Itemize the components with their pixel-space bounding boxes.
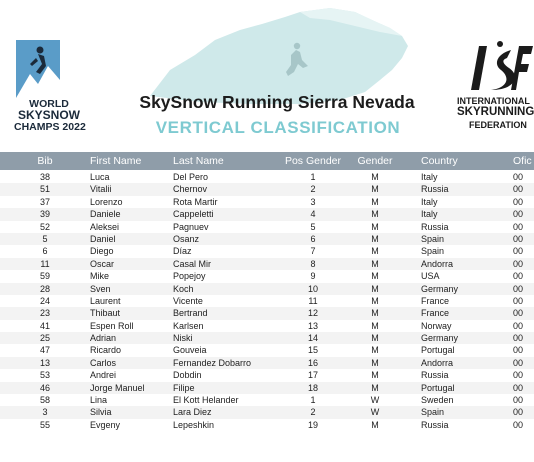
first-name-cell: Daniel <box>90 233 116 244</box>
last-name-cell: Cappeletti <box>173 209 214 220</box>
bib-cell: 13 <box>39 357 50 368</box>
table-row <box>0 295 534 307</box>
right-logo-line1: INTERNATIONAL <box>457 96 530 106</box>
bib-cell: 24 <box>39 295 50 306</box>
gender-cell: M <box>371 295 379 306</box>
table-row <box>0 406 534 418</box>
official-cell: 00 <box>513 320 524 331</box>
table-row <box>0 171 534 183</box>
last-name-cell: Díaz <box>173 246 192 257</box>
country-cell: Portugal <box>421 382 455 393</box>
table-row <box>0 183 534 195</box>
col-country: Country <box>421 155 458 167</box>
first-name-cell: Aleksei <box>90 221 120 232</box>
last-name-cell: Del Pero <box>173 172 209 182</box>
bib-cell: 55 <box>39 419 50 430</box>
table-row <box>0 245 534 257</box>
pos-gender-cell: 8 <box>310 258 316 269</box>
bib-cell: 25 <box>39 333 50 344</box>
table-row <box>0 344 534 356</box>
first-name-cell: Andrei <box>90 370 117 381</box>
table-row <box>0 394 534 406</box>
pos-gender-cell: 6 <box>310 233 316 244</box>
col-last-name: Last Name <box>173 155 224 167</box>
gender-cell: M <box>371 333 379 344</box>
table-header <box>0 152 534 170</box>
pos-gender-cell: 11 <box>308 295 318 306</box>
country-cell: Portugal <box>421 345 455 356</box>
country-cell: Germany <box>421 333 459 344</box>
col-bib: Bib <box>37 155 53 167</box>
col-pos-gender: Pos Gender <box>284 155 342 167</box>
first-name-cell: Ricardo <box>90 345 122 356</box>
official-cell: 00 <box>513 382 524 393</box>
country-cell: France <box>421 295 450 306</box>
official-cell: 00 <box>513 395 524 406</box>
gender-cell: M <box>371 271 379 282</box>
country-cell: France <box>421 308 450 319</box>
page-title: SkySnow Running Sierra Nevada <box>139 92 415 112</box>
official-cell: 00 <box>513 370 524 381</box>
pos-gender-cell: 2 <box>310 407 316 418</box>
first-name-cell: Adrian <box>90 333 117 344</box>
first-name-cell: Oscar <box>90 258 115 269</box>
bib-cell: 6 <box>42 246 48 257</box>
table-row <box>0 258 534 270</box>
country-cell: Norway <box>421 320 452 331</box>
official-cell: 00 <box>513 271 524 282</box>
pos-gender-cell: 2 <box>310 184 316 195</box>
pos-gender-cell: 4 <box>310 209 316 220</box>
pos-gender-cell: 19 <box>307 419 318 430</box>
gender-cell: M <box>371 184 379 195</box>
pos-gender-cell: 12 <box>307 308 318 319</box>
page-subtitle: VERTICAL CLASSIFICATION <box>155 118 401 137</box>
first-name-cell: Vitalii <box>90 184 112 195</box>
country-cell: Spain <box>421 233 445 244</box>
bib-cell: 38 <box>39 172 50 182</box>
last-name-cell: Niski <box>173 333 193 344</box>
page-header <box>0 0 534 147</box>
first-name-cell: Laurent <box>90 295 121 306</box>
last-name-cell: Pagnuev <box>173 221 209 232</box>
gender-cell: M <box>371 209 379 220</box>
first-name-cell: Mike <box>90 271 110 282</box>
bib-cell: 28 <box>39 283 50 294</box>
first-name-cell: Silvia <box>90 407 112 418</box>
gender-cell: M <box>371 320 379 331</box>
gender-cell: M <box>371 258 379 269</box>
results-table <box>0 171 534 431</box>
bib-cell: 39 <box>39 209 50 220</box>
table-row <box>0 196 534 208</box>
bib-cell: 37 <box>39 196 50 207</box>
official-cell: 00 <box>513 283 524 294</box>
country-cell: Sweden <box>421 395 454 406</box>
pos-gender-cell: 16 <box>307 357 318 368</box>
left-logo-line3: CHAMPS 2022 <box>14 121 86 133</box>
col-gender: Gender <box>357 155 393 167</box>
left-logo-line1: WORLD <box>29 98 69 110</box>
country-cell: Russia <box>421 419 449 430</box>
table-row <box>0 307 534 319</box>
bib-cell: 47 <box>39 345 50 356</box>
official-cell: 00 <box>513 196 524 207</box>
bib-cell: 59 <box>39 271 50 282</box>
gender-cell: M <box>371 246 379 257</box>
bib-cell: 52 <box>39 221 50 232</box>
gender-cell: W <box>370 407 380 418</box>
country-cell: Germany <box>421 283 459 294</box>
table-row <box>0 208 534 220</box>
gender-cell: M <box>371 370 379 381</box>
first-name-cell: Sven <box>90 283 111 294</box>
bib-cell: 5 <box>42 233 48 244</box>
table-row <box>0 283 534 295</box>
pos-gender-cell: 3 <box>310 196 316 207</box>
first-name-cell: Thibaut <box>90 308 121 319</box>
first-name-cell: Jorge Manuel <box>90 382 145 393</box>
bib-cell: 23 <box>39 308 50 319</box>
table-row <box>0 332 534 344</box>
last-name-cell: Lara Diez <box>173 407 212 418</box>
gender-cell: M <box>371 283 379 294</box>
official-cell: 00 <box>513 221 524 232</box>
official-cell: 00 <box>513 308 524 319</box>
table-row <box>0 221 534 233</box>
last-name-cell: Filipe <box>173 382 195 393</box>
bib-cell: 3 <box>42 407 48 418</box>
official-cell: 00 <box>513 258 524 269</box>
gender-cell: M <box>371 172 379 182</box>
gender-cell: M <box>371 196 379 207</box>
gender-cell: M <box>371 233 379 244</box>
last-name-cell: Lepeshkin <box>173 419 215 430</box>
official-cell: 00 <box>513 233 524 244</box>
last-name-cell: Dobdin <box>173 370 202 381</box>
official-cell: 00 <box>513 419 524 430</box>
country-cell: Russia <box>421 221 449 232</box>
runner-icon <box>16 40 60 98</box>
table-row <box>0 357 534 369</box>
pos-gender-cell: 1 <box>310 172 316 182</box>
country-cell: USA <box>421 271 440 282</box>
last-name-cell: Chernov <box>173 184 208 195</box>
gender-cell: M <box>371 221 379 232</box>
bib-cell: 51 <box>39 184 50 195</box>
right-logo-line3: FEDERATION <box>469 120 527 130</box>
last-name-cell: Bertrand <box>173 308 208 319</box>
pos-gender-cell: 1 <box>310 395 316 406</box>
country-cell: Italy <box>421 209 438 220</box>
first-name-cell: Diego <box>90 246 114 257</box>
right-logo-line2: SKYRUNNING <box>457 106 534 118</box>
pos-gender-cell: 17 <box>307 370 318 381</box>
table-row <box>0 382 534 394</box>
pos-gender-cell: 15 <box>307 345 318 356</box>
table-row <box>0 233 534 245</box>
official-cell: 00 <box>513 246 524 257</box>
pos-gender-cell: 7 <box>310 246 316 257</box>
last-name-cell: Popejoy <box>173 271 206 282</box>
last-name-cell: Osanz <box>173 233 200 244</box>
world-skysnow-champs-logo <box>14 40 84 138</box>
gender-cell: M <box>371 382 379 393</box>
table-row <box>0 419 534 431</box>
country-cell: Andorra <box>421 258 454 269</box>
table-row <box>0 270 534 282</box>
official-cell: 00 <box>513 333 524 344</box>
country-cell: Andorra <box>421 357 454 368</box>
official-cell: 00 <box>513 184 524 195</box>
gender-cell: M <box>371 419 379 430</box>
country-cell: Spain <box>421 407 445 418</box>
first-name-cell: Daniele <box>90 209 121 220</box>
col-first-name: First Name <box>90 155 142 167</box>
international-skyrunning-federation-logo <box>455 40 534 140</box>
official-cell: 00 <box>513 407 524 418</box>
col-official: Ofic <box>513 155 532 167</box>
isf-emblem-icon <box>467 40 534 92</box>
pos-gender-cell: 18 <box>307 382 318 393</box>
pos-gender-cell: 10 <box>307 283 318 294</box>
country-cell: Russia <box>421 184 449 195</box>
bib-cell: 46 <box>39 382 50 393</box>
official-cell: 00 <box>513 345 524 356</box>
bib-cell: 53 <box>39 370 50 381</box>
first-name-cell: Lorenzo <box>90 196 123 207</box>
last-name-cell: Koch <box>173 283 194 294</box>
country-cell: Italy <box>421 172 438 182</box>
first-name-cell: Lina <box>90 395 108 406</box>
official-cell: 00 <box>513 357 524 368</box>
pos-gender-cell: 9 <box>310 271 316 282</box>
official-cell: 00 <box>513 172 524 182</box>
official-cell: 00 <box>513 295 524 306</box>
bib-cell: 41 <box>39 320 50 331</box>
pos-gender-cell: 13 <box>307 320 318 331</box>
first-name-cell: Carlos <box>90 357 117 368</box>
last-name-cell: Karlsen <box>173 320 204 331</box>
country-cell: Italy <box>421 196 438 207</box>
pos-gender-cell: 5 <box>310 221 316 232</box>
official-cell: 00 <box>513 209 524 220</box>
table-row <box>0 320 534 332</box>
table-row <box>0 369 534 381</box>
gender-cell: M <box>371 308 379 319</box>
last-name-cell: Vicente <box>173 295 203 306</box>
gender-cell: W <box>370 395 380 406</box>
bib-cell: 11 <box>40 258 50 269</box>
first-name-cell: Evgeny <box>90 419 121 430</box>
first-name-cell: Luca <box>90 172 110 182</box>
country-cell: Spain <box>421 246 445 257</box>
last-name-cell: Casal Mir <box>173 258 212 269</box>
gender-cell: M <box>371 345 379 356</box>
last-name-cell: Gouveia <box>173 345 207 356</box>
last-name-cell: Rota Martir <box>173 196 218 207</box>
last-name-cell: El Kott Helander <box>173 395 239 406</box>
country-cell: Russia <box>421 370 449 381</box>
last-name-cell: Fernandez Dobarro <box>173 357 252 368</box>
left-logo-line2: SKYSNOW <box>17 108 80 122</box>
bib-cell: 58 <box>39 395 50 406</box>
pos-gender-cell: 14 <box>307 333 318 344</box>
first-name-cell: Espen Roll <box>90 320 134 331</box>
gender-cell: M <box>371 357 379 368</box>
